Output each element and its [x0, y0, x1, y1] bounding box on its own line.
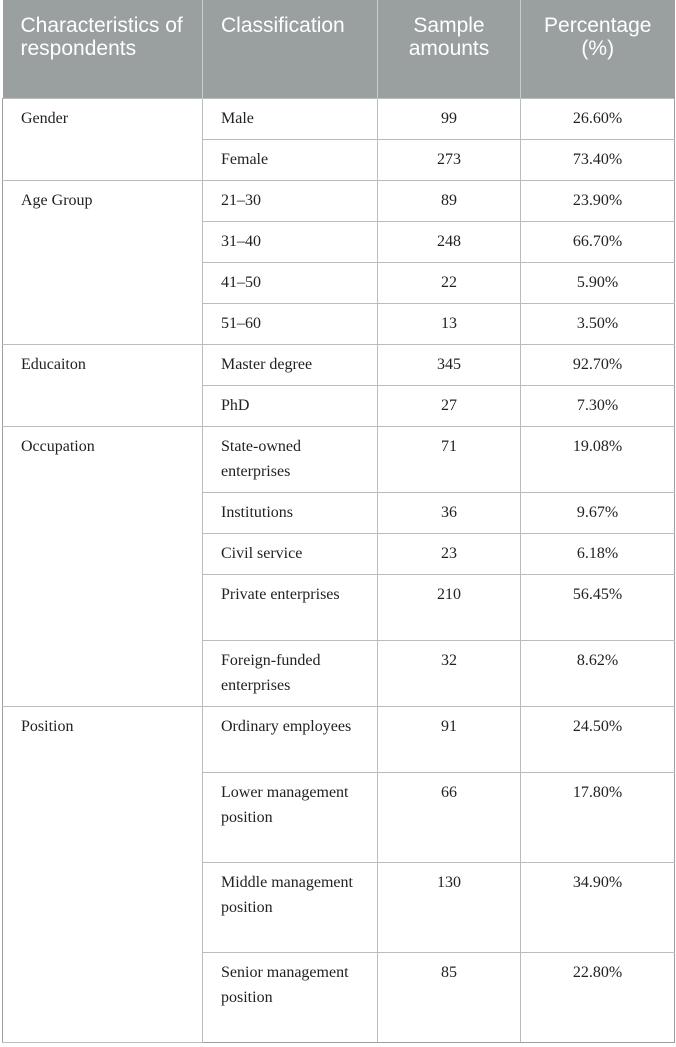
percentage-cell: 9.67% — [521, 492, 675, 533]
sample-cell: 32 — [378, 640, 521, 706]
category-cell: Occupation — [3, 426, 203, 706]
classification-cell: Private enterprises — [203, 574, 378, 640]
header-classification: Classification — [203, 0, 378, 98]
percentage-cell: 56.45% — [521, 574, 675, 640]
percentage-cell: 17.80% — [521, 772, 675, 862]
classification-cell: Ordinary employees — [203, 706, 378, 772]
sample-cell: 130 — [378, 862, 521, 952]
classification-cell: Foreign-funded enterprises — [203, 640, 378, 706]
percentage-cell: 5.90% — [521, 262, 675, 303]
classification-cell: Senior management position — [203, 952, 378, 1042]
sample-cell: 91 — [378, 706, 521, 772]
percentage-cell: 24.50% — [521, 706, 675, 772]
classification-cell: 31–40 — [203, 221, 378, 262]
percentage-cell: 92.70% — [521, 344, 675, 385]
category-cell: Gender — [3, 98, 203, 180]
sample-cell: 99 — [378, 98, 521, 139]
sample-cell: 22 — [378, 262, 521, 303]
classification-cell: Female — [203, 139, 378, 180]
percentage-cell: 7.30% — [521, 385, 675, 426]
percentage-cell: 34.90% — [521, 862, 675, 952]
classification-cell: Institutions — [203, 492, 378, 533]
classification-cell: State-owned enterprises — [203, 426, 378, 492]
classification-cell: Middle management position — [203, 862, 378, 952]
classification-cell: 41–50 — [203, 262, 378, 303]
percentage-cell: 73.40% — [521, 139, 675, 180]
category-cell: Position — [3, 706, 203, 1042]
percentage-cell: 3.50% — [521, 303, 675, 344]
category-cell: Educaiton — [3, 344, 203, 426]
classification-cell: PhD — [203, 385, 378, 426]
classification-cell: 21–30 — [203, 180, 378, 221]
sample-cell: 23 — [378, 533, 521, 574]
percentage-cell: 66.70% — [521, 221, 675, 262]
table-body — [3, 98, 675, 1042]
sample-cell: 36 — [378, 492, 521, 533]
sample-cell: 27 — [378, 385, 521, 426]
header-percentage: Percentage (%) — [521, 0, 675, 98]
header-sample-amounts: Sample amounts — [378, 0, 521, 98]
respondents-table — [2, 0, 675, 1043]
sample-cell: 210 — [378, 574, 521, 640]
sample-cell: 66 — [378, 772, 521, 862]
table-row — [3, 706, 675, 772]
classification-cell: 51–60 — [203, 303, 378, 344]
category-cell: Age Group — [3, 180, 203, 344]
classification-cell: Lower management position — [203, 772, 378, 862]
sample-cell: 89 — [378, 180, 521, 221]
percentage-cell: 6.18% — [521, 533, 675, 574]
percentage-cell: 23.90% — [521, 180, 675, 221]
sample-cell: 345 — [378, 344, 521, 385]
table-row — [3, 180, 675, 221]
table-row — [3, 426, 675, 492]
header-characteristics: Characteristics of respondents — [3, 0, 203, 98]
table-row — [3, 344, 675, 385]
table-row — [3, 98, 675, 139]
percentage-cell: 26.60% — [521, 98, 675, 139]
percentage-cell: 22.80% — [521, 952, 675, 1042]
percentage-cell: 19.08% — [521, 426, 675, 492]
sample-cell: 71 — [378, 426, 521, 492]
sample-cell: 85 — [378, 952, 521, 1042]
classification-cell: Master degree — [203, 344, 378, 385]
percentage-cell: 8.62% — [521, 640, 675, 706]
sample-cell: 273 — [378, 139, 521, 180]
classification-cell: Male — [203, 98, 378, 139]
sample-cell: 248 — [378, 221, 521, 262]
table-header — [3, 0, 675, 98]
classification-cell: Civil service — [203, 533, 378, 574]
sample-cell: 13 — [378, 303, 521, 344]
